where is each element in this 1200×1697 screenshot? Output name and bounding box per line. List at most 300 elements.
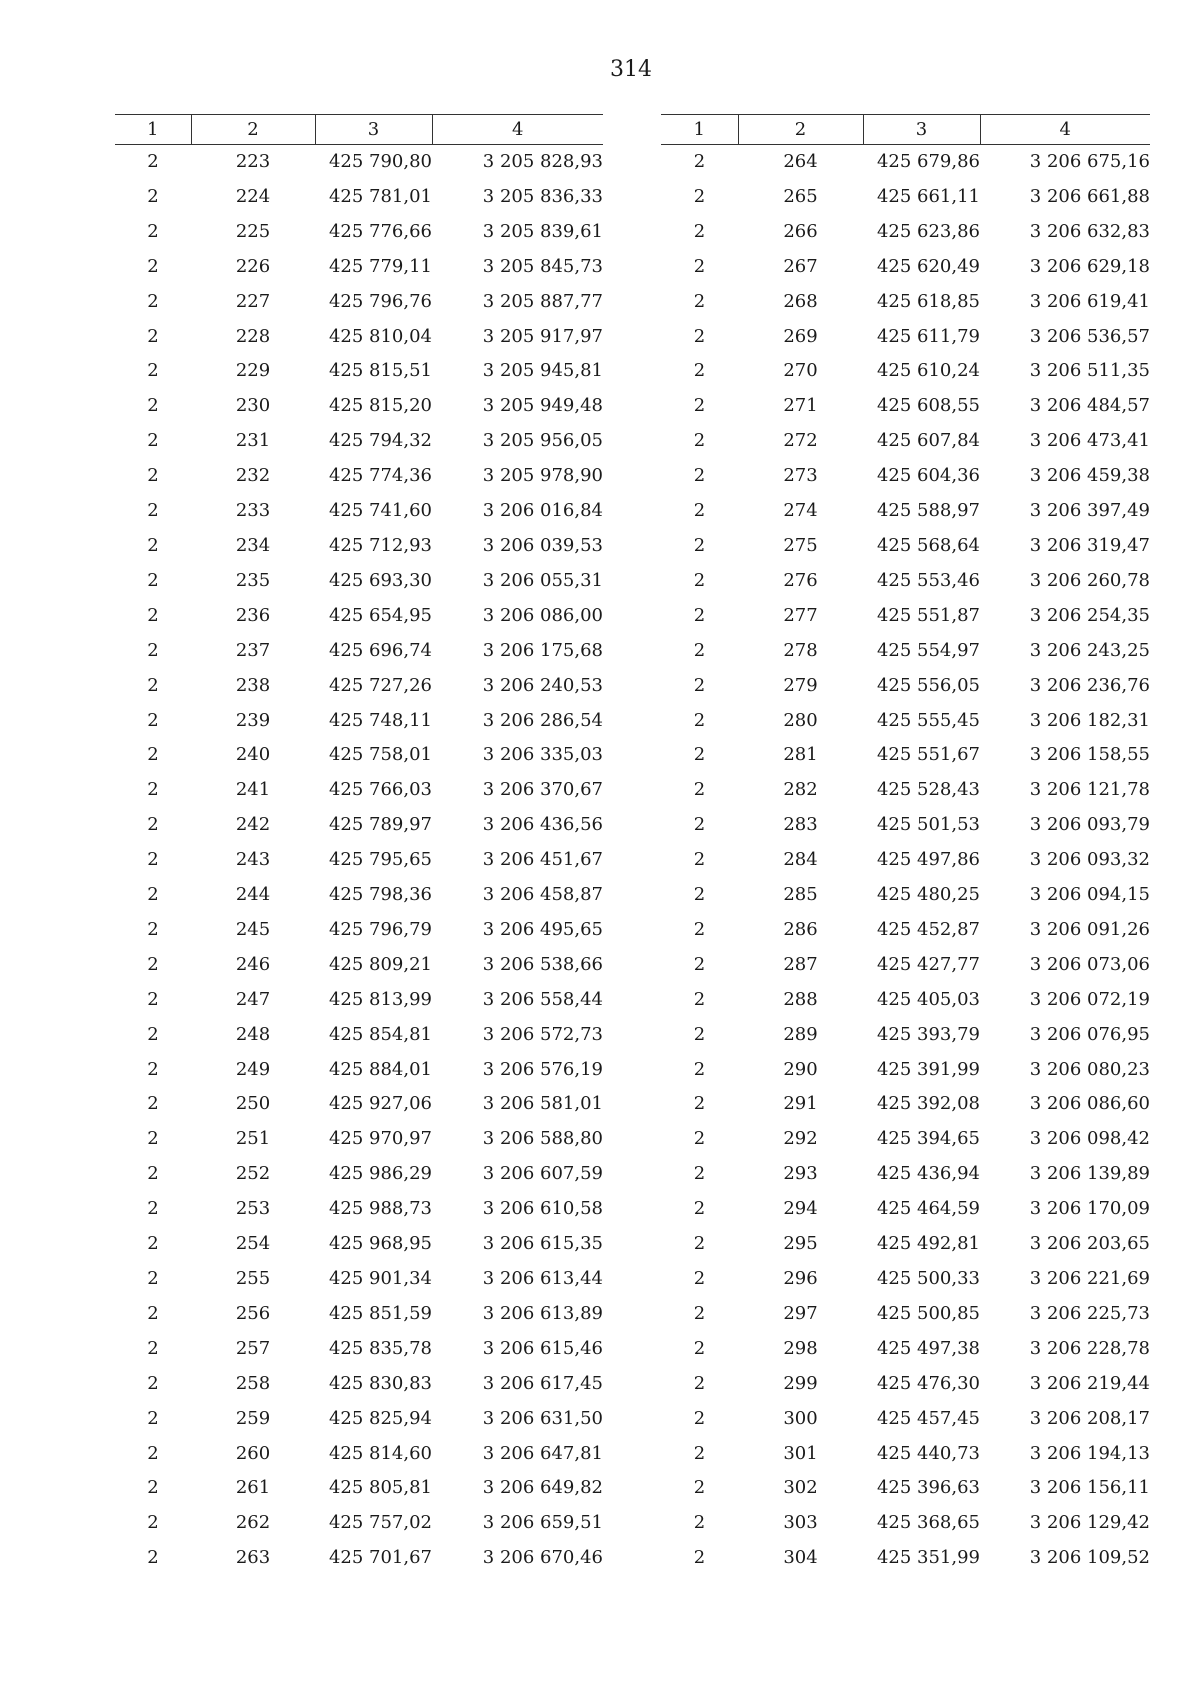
cell-y-coordinate: 3 206 093,32	[1029, 849, 1150, 871]
cell-zone: 2	[693, 639, 706, 661]
table-row	[115, 494, 603, 529]
cell-x-coordinate: 425 693,30	[328, 569, 432, 591]
table-row	[661, 948, 1150, 983]
table-row	[661, 808, 1150, 843]
cell-x-coordinate: 425 497,38	[876, 1337, 980, 1359]
cell-point-number: 264	[783, 151, 818, 172]
cell-point-number: 223	[235, 151, 271, 172]
cell-x-coordinate: 425 796,76	[328, 290, 432, 312]
cell-y-coordinate: 3 206 016,84	[482, 500, 603, 522]
cell-point-number: 258	[235, 1372, 271, 1394]
cell-x-coordinate: 425 758,01	[328, 744, 432, 766]
cell-point-number: 251	[235, 1128, 271, 1150]
cell-point-number: 281	[783, 744, 818, 766]
cell-y-coordinate: 3 206 459,38	[1029, 465, 1150, 487]
cell-x-coordinate: 425 440,73	[876, 1442, 980, 1464]
cell-x-coordinate: 425 810,04	[328, 325, 432, 347]
cell-x-coordinate: 425 988,73	[328, 1198, 432, 1220]
cell-zone: 2	[693, 1268, 706, 1289]
cell-zone: 2	[693, 325, 706, 347]
table-row	[661, 320, 1150, 355]
cell-zone: 2	[693, 953, 706, 975]
cell-zone: 2	[147, 360, 159, 382]
table-row	[661, 983, 1150, 1018]
cell-point-number: 235	[235, 569, 271, 591]
cell-zone: 2	[147, 1477, 159, 1499]
cell-zone: 2	[693, 151, 706, 172]
cell-y-coordinate: 3 206 225,73	[1029, 1302, 1150, 1324]
cell-point-number: 304	[783, 1547, 818, 1569]
cell-zone: 2	[693, 465, 706, 487]
cell-zone: 2	[147, 1268, 159, 1289]
cell-y-coordinate: 3 206 170,09	[1029, 1198, 1150, 1220]
table-row	[661, 773, 1150, 808]
cell-x-coordinate: 425 551,67	[876, 744, 980, 766]
cell-point-number: 285	[783, 884, 818, 906]
table-row	[115, 773, 603, 808]
table-row	[661, 389, 1150, 424]
cell-zone: 2	[147, 674, 159, 696]
cell-x-coordinate: 425 809,21	[328, 953, 432, 975]
cell-y-coordinate: 3 205 949,48	[482, 395, 603, 417]
cell-x-coordinate: 425 661,11	[876, 185, 980, 207]
cell-zone: 2	[147, 220, 159, 242]
cell-x-coordinate: 425 393,79	[876, 1023, 980, 1045]
table-row	[115, 843, 603, 878]
table-row	[115, 424, 603, 459]
table-row	[661, 494, 1150, 529]
table-row	[661, 215, 1150, 250]
cell-zone: 2	[147, 918, 159, 940]
cell-y-coordinate: 3 206 072,19	[1029, 988, 1150, 1010]
cell-y-coordinate: 3 206 649,82	[482, 1477, 603, 1499]
cell-x-coordinate: 425 901,34	[328, 1268, 432, 1289]
cell-point-number: 282	[783, 779, 818, 801]
column-header-2: 2	[191, 115, 315, 145]
cell-x-coordinate: 425 500,85	[876, 1302, 980, 1324]
cell-y-coordinate: 3 206 073,06	[1029, 953, 1150, 975]
cell-point-number: 225	[235, 220, 271, 242]
table-body-left	[115, 145, 603, 1577]
cell-x-coordinate: 425 813,99	[328, 988, 432, 1010]
column-header-4: 4	[432, 115, 603, 145]
cell-point-number: 266	[783, 220, 818, 242]
table-row	[661, 1297, 1150, 1332]
cell-x-coordinate: 425 815,51	[328, 360, 432, 382]
cell-point-number: 299	[783, 1372, 818, 1394]
cell-point-number: 227	[235, 290, 271, 312]
cell-zone: 2	[147, 500, 159, 522]
cell-zone: 2	[147, 430, 159, 452]
cell-point-number: 259	[235, 1407, 271, 1429]
cell-zone: 2	[147, 1407, 159, 1429]
cell-y-coordinate: 3 206 632,83	[1029, 220, 1150, 242]
cell-point-number: 241	[235, 779, 271, 801]
column-header-4: 4	[980, 115, 1150, 145]
cell-zone: 2	[693, 1023, 706, 1045]
cell-y-coordinate: 3 205 917,97	[482, 325, 603, 347]
cell-y-coordinate: 3 206 607,59	[482, 1163, 603, 1185]
cell-point-number: 229	[235, 360, 271, 382]
table-row	[115, 1122, 603, 1157]
cell-zone: 2	[147, 1128, 159, 1150]
cell-zone: 2	[147, 744, 159, 766]
cell-x-coordinate: 425 825,94	[328, 1407, 432, 1429]
cell-y-coordinate: 3 206 091,26	[1029, 918, 1150, 940]
cell-point-number: 272	[783, 430, 818, 452]
cell-zone: 2	[147, 639, 159, 661]
cell-x-coordinate: 425 497,86	[876, 849, 980, 871]
cell-x-coordinate: 425 798,36	[328, 884, 432, 906]
cell-x-coordinate: 425 588,97	[876, 500, 980, 522]
cell-y-coordinate: 3 206 458,87	[482, 884, 603, 906]
cell-y-coordinate: 3 206 240,53	[482, 674, 603, 696]
cell-y-coordinate: 3 205 945,81	[482, 360, 603, 382]
cell-y-coordinate: 3 206 558,44	[482, 988, 603, 1010]
cell-point-number: 247	[235, 988, 271, 1010]
cell-point-number: 277	[783, 604, 818, 626]
table-row	[115, 983, 603, 1018]
cell-point-number: 278	[783, 639, 818, 661]
cell-zone: 2	[147, 988, 159, 1010]
cell-point-number: 254	[235, 1233, 271, 1255]
cell-y-coordinate: 3 206 175,68	[482, 639, 603, 661]
table-row	[661, 180, 1150, 215]
cell-x-coordinate: 425 968,95	[328, 1233, 432, 1255]
cell-zone: 2	[147, 779, 159, 801]
cell-point-number: 291	[783, 1093, 818, 1115]
cell-point-number: 260	[235, 1442, 271, 1464]
cell-y-coordinate: 3 206 659,51	[482, 1512, 603, 1534]
cell-point-number: 255	[235, 1268, 271, 1289]
cell-y-coordinate: 3 206 675,16	[1029, 151, 1150, 172]
cell-point-number: 271	[783, 395, 818, 417]
cell-y-coordinate: 3 206 156,11	[1029, 1477, 1150, 1499]
cell-zone: 2	[147, 1023, 159, 1045]
table-row	[115, 634, 603, 669]
cell-zone: 2	[693, 430, 706, 452]
cell-point-number: 289	[783, 1023, 818, 1045]
table-row	[661, 285, 1150, 320]
cell-zone: 2	[693, 1163, 706, 1185]
cell-zone: 2	[147, 1372, 159, 1394]
cell-point-number: 302	[783, 1477, 818, 1499]
cell-y-coordinate: 3 205 839,61	[482, 220, 603, 242]
cell-zone: 2	[147, 1547, 159, 1569]
cell-zone: 2	[147, 953, 159, 975]
table-row	[661, 424, 1150, 459]
cell-x-coordinate: 425 476,30	[876, 1372, 980, 1394]
cell-y-coordinate: 3 206 121,78	[1029, 779, 1150, 801]
table-row	[661, 704, 1150, 739]
table-row	[115, 389, 603, 424]
cell-point-number: 253	[235, 1198, 271, 1220]
cell-zone: 2	[147, 185, 159, 207]
cell-y-coordinate: 3 206 109,52	[1029, 1547, 1150, 1569]
cell-zone: 2	[693, 709, 706, 731]
table-row	[661, 599, 1150, 634]
cell-zone: 2	[693, 1547, 706, 1569]
table-row	[661, 1471, 1150, 1506]
cell-point-number: 284	[783, 849, 818, 871]
cell-y-coordinate: 3 206 260,78	[1029, 569, 1150, 591]
cell-point-number: 233	[235, 500, 271, 522]
cell-point-number: 265	[783, 185, 818, 207]
cell-point-number: 224	[235, 185, 271, 207]
cell-point-number: 273	[783, 465, 818, 487]
cell-x-coordinate: 425 568,64	[876, 534, 980, 556]
cell-x-coordinate: 425 620,49	[876, 255, 980, 277]
table-row	[661, 1157, 1150, 1192]
cell-zone: 2	[147, 1442, 159, 1464]
cell-point-number: 301	[783, 1442, 818, 1464]
cell-point-number: 226	[235, 255, 271, 277]
cell-y-coordinate: 3 206 086,60	[1029, 1093, 1150, 1115]
cell-zone: 2	[693, 1407, 706, 1429]
cell-y-coordinate: 3 206 139,89	[1029, 1163, 1150, 1185]
cell-zone: 2	[147, 325, 159, 347]
cell-x-coordinate: 425 351,99	[876, 1547, 980, 1569]
cell-point-number: 228	[235, 325, 271, 347]
cell-y-coordinate: 3 206 086,00	[482, 604, 603, 626]
cell-y-coordinate: 3 206 203,65	[1029, 1233, 1150, 1255]
cell-y-coordinate: 3 206 208,17	[1029, 1407, 1150, 1429]
cell-zone: 2	[693, 1442, 706, 1464]
table-row	[661, 1332, 1150, 1367]
cell-zone: 2	[147, 604, 159, 626]
cell-x-coordinate: 425 551,87	[876, 604, 980, 626]
cell-zone: 2	[693, 988, 706, 1010]
cell-x-coordinate: 425 391,99	[876, 1058, 980, 1080]
cell-y-coordinate: 3 206 182,31	[1029, 709, 1150, 731]
cell-point-number: 288	[783, 988, 818, 1010]
cell-point-number: 249	[235, 1058, 271, 1080]
table-row	[115, 1541, 603, 1576]
cell-zone: 2	[693, 1477, 706, 1499]
table-row	[115, 704, 603, 739]
table-row	[115, 669, 603, 704]
cell-zone: 2	[693, 1337, 706, 1359]
cell-zone: 2	[693, 255, 706, 277]
table-row	[661, 1122, 1150, 1157]
cell-zone: 2	[693, 744, 706, 766]
cell-x-coordinate: 425 500,33	[876, 1268, 980, 1289]
table-row	[661, 1437, 1150, 1472]
cell-y-coordinate: 3 206 536,57	[1029, 325, 1150, 347]
cell-y-coordinate: 3 206 581,01	[482, 1093, 603, 1115]
cell-point-number: 287	[783, 953, 818, 975]
cell-y-coordinate: 3 206 588,80	[482, 1128, 603, 1150]
cell-x-coordinate: 425 774,36	[328, 465, 432, 487]
cell-point-number: 298	[783, 1337, 818, 1359]
cell-zone: 2	[147, 465, 159, 487]
cell-point-number: 300	[783, 1407, 818, 1429]
cell-y-coordinate: 3 205 845,73	[482, 255, 603, 277]
cell-zone: 2	[693, 1302, 706, 1324]
cell-x-coordinate: 425 796,79	[328, 918, 432, 940]
table-row	[661, 878, 1150, 913]
cell-y-coordinate: 3 206 194,13	[1029, 1442, 1150, 1464]
cell-x-coordinate: 425 805,81	[328, 1477, 432, 1499]
cell-zone: 2	[147, 1233, 159, 1255]
table-row	[115, 878, 603, 913]
table-row	[115, 1332, 603, 1367]
cell-point-number: 236	[235, 604, 271, 626]
cell-zone: 2	[147, 569, 159, 591]
cell-point-number: 275	[783, 534, 818, 556]
cell-point-number: 243	[235, 849, 271, 871]
cell-y-coordinate: 3 206 039,53	[482, 534, 603, 556]
cell-point-number: 244	[235, 884, 271, 906]
cell-x-coordinate: 425 553,46	[876, 569, 980, 591]
cell-y-coordinate: 3 206 080,23	[1029, 1058, 1150, 1080]
table-row	[661, 738, 1150, 773]
table-row	[115, 1018, 603, 1053]
cell-x-coordinate: 425 851,59	[328, 1302, 432, 1324]
cell-point-number: 263	[235, 1547, 271, 1569]
cell-y-coordinate: 3 206 511,35	[1029, 360, 1150, 382]
table-row	[115, 1471, 603, 1506]
table-row	[661, 913, 1150, 948]
table-row	[115, 1087, 603, 1122]
cell-point-number: 242	[235, 814, 271, 836]
cell-point-number: 280	[783, 709, 818, 731]
cell-y-coordinate: 3 205 978,90	[482, 465, 603, 487]
cell-x-coordinate: 425 654,95	[328, 604, 432, 626]
table-row	[115, 1506, 603, 1541]
cell-zone: 2	[147, 290, 159, 312]
cell-x-coordinate: 425 789,97	[328, 814, 432, 836]
cell-y-coordinate: 3 206 098,42	[1029, 1128, 1150, 1150]
cell-point-number: 262	[235, 1512, 271, 1534]
cell-x-coordinate: 425 368,65	[876, 1512, 980, 1534]
cell-x-coordinate: 425 790,80	[328, 151, 432, 172]
cell-x-coordinate: 425 480,25	[876, 884, 980, 906]
table-row	[115, 459, 603, 494]
cell-point-number: 230	[235, 395, 271, 417]
table-row	[661, 1053, 1150, 1088]
table-row	[115, 354, 603, 389]
table-row	[115, 948, 603, 983]
table-row	[115, 1437, 603, 1472]
cell-y-coordinate: 3 206 370,67	[482, 779, 603, 801]
cell-zone: 2	[693, 884, 706, 906]
cell-x-coordinate: 425 604,36	[876, 465, 980, 487]
coordinates-table-left	[115, 114, 603, 1576]
cell-x-coordinate: 425 727,26	[328, 674, 432, 696]
cell-x-coordinate: 425 701,67	[328, 1547, 432, 1569]
table-row	[115, 599, 603, 634]
cell-x-coordinate: 425 781,01	[328, 185, 432, 207]
table-row	[115, 145, 603, 180]
cell-y-coordinate: 3 206 617,45	[482, 1372, 603, 1394]
cell-zone: 2	[147, 1198, 159, 1220]
cell-x-coordinate: 425 610,24	[876, 360, 980, 382]
cell-y-coordinate: 3 206 538,66	[482, 953, 603, 975]
cell-x-coordinate: 425 712,93	[328, 534, 432, 556]
cell-point-number: 238	[235, 674, 271, 696]
column-header-3: 3	[863, 115, 980, 145]
cell-x-coordinate: 425 464,59	[876, 1198, 980, 1220]
cell-zone: 2	[147, 1337, 159, 1359]
cell-point-number: 279	[783, 674, 818, 696]
cell-y-coordinate: 3 205 956,05	[482, 430, 603, 452]
cell-zone: 2	[147, 534, 159, 556]
cell-x-coordinate: 425 396,63	[876, 1477, 980, 1499]
cell-zone: 2	[693, 849, 706, 871]
cell-zone: 2	[693, 814, 706, 836]
cell-x-coordinate: 425 748,11	[328, 709, 432, 731]
cell-zone: 2	[147, 255, 159, 277]
cell-y-coordinate: 3 206 613,89	[482, 1302, 603, 1324]
cell-zone: 2	[147, 814, 159, 836]
table-row	[115, 1157, 603, 1192]
column-header-2: 2	[738, 115, 863, 145]
table-row	[115, 1192, 603, 1227]
cell-zone: 2	[693, 1198, 706, 1220]
cell-x-coordinate: 425 757,02	[328, 1512, 432, 1534]
cell-x-coordinate: 425 927,06	[328, 1093, 432, 1115]
cell-point-number: 237	[235, 639, 271, 661]
cell-y-coordinate: 3 206 228,78	[1029, 1337, 1150, 1359]
cell-y-coordinate: 3 206 221,69	[1029, 1268, 1150, 1289]
cell-point-number: 248	[235, 1023, 271, 1045]
cell-x-coordinate: 425 835,78	[328, 1337, 432, 1359]
cell-y-coordinate: 3 206 495,65	[482, 918, 603, 940]
cell-x-coordinate: 425 608,55	[876, 395, 980, 417]
cell-zone: 2	[693, 1512, 706, 1534]
cell-x-coordinate: 425 618,85	[876, 290, 980, 312]
cell-x-coordinate: 425 696,74	[328, 639, 432, 661]
cell-zone: 2	[147, 1058, 159, 1080]
cell-x-coordinate: 425 884,01	[328, 1058, 432, 1080]
cell-x-coordinate: 425 970,97	[328, 1128, 432, 1150]
cell-point-number: 292	[783, 1128, 818, 1150]
column-header-1: 1	[661, 115, 738, 145]
table-row	[661, 634, 1150, 669]
cell-y-coordinate: 3 206 572,73	[482, 1023, 603, 1045]
cell-point-number: 261	[235, 1477, 271, 1499]
cell-point-number: 250	[235, 1093, 271, 1115]
column-header-1: 1	[115, 115, 191, 145]
cell-x-coordinate: 425 741,60	[328, 500, 432, 522]
table-row	[661, 529, 1150, 564]
table-row	[661, 354, 1150, 389]
cell-zone: 2	[147, 884, 159, 906]
cell-x-coordinate: 425 452,87	[876, 918, 980, 940]
cell-zone: 2	[693, 534, 706, 556]
cell-y-coordinate: 3 206 094,15	[1029, 884, 1150, 906]
table-body-right	[661, 145, 1150, 1577]
cell-zone: 2	[693, 290, 706, 312]
table-row	[115, 1367, 603, 1402]
cell-x-coordinate: 425 830,83	[328, 1372, 432, 1394]
cell-x-coordinate: 425 986,29	[328, 1163, 432, 1185]
cell-point-number: 296	[783, 1268, 818, 1289]
cell-zone: 2	[693, 918, 706, 940]
table-row	[661, 1402, 1150, 1437]
table-row	[115, 1402, 603, 1437]
table-row	[115, 808, 603, 843]
cell-y-coordinate: 3 206 219,44	[1029, 1372, 1150, 1394]
cell-point-number: 297	[783, 1302, 818, 1324]
cell-y-coordinate: 3 206 451,67	[482, 849, 603, 871]
cell-point-number: 276	[783, 569, 818, 591]
cell-y-coordinate: 3 206 647,81	[482, 1442, 603, 1464]
cell-zone: 2	[693, 360, 706, 382]
table-row	[661, 1541, 1150, 1576]
cell-zone: 2	[693, 500, 706, 522]
